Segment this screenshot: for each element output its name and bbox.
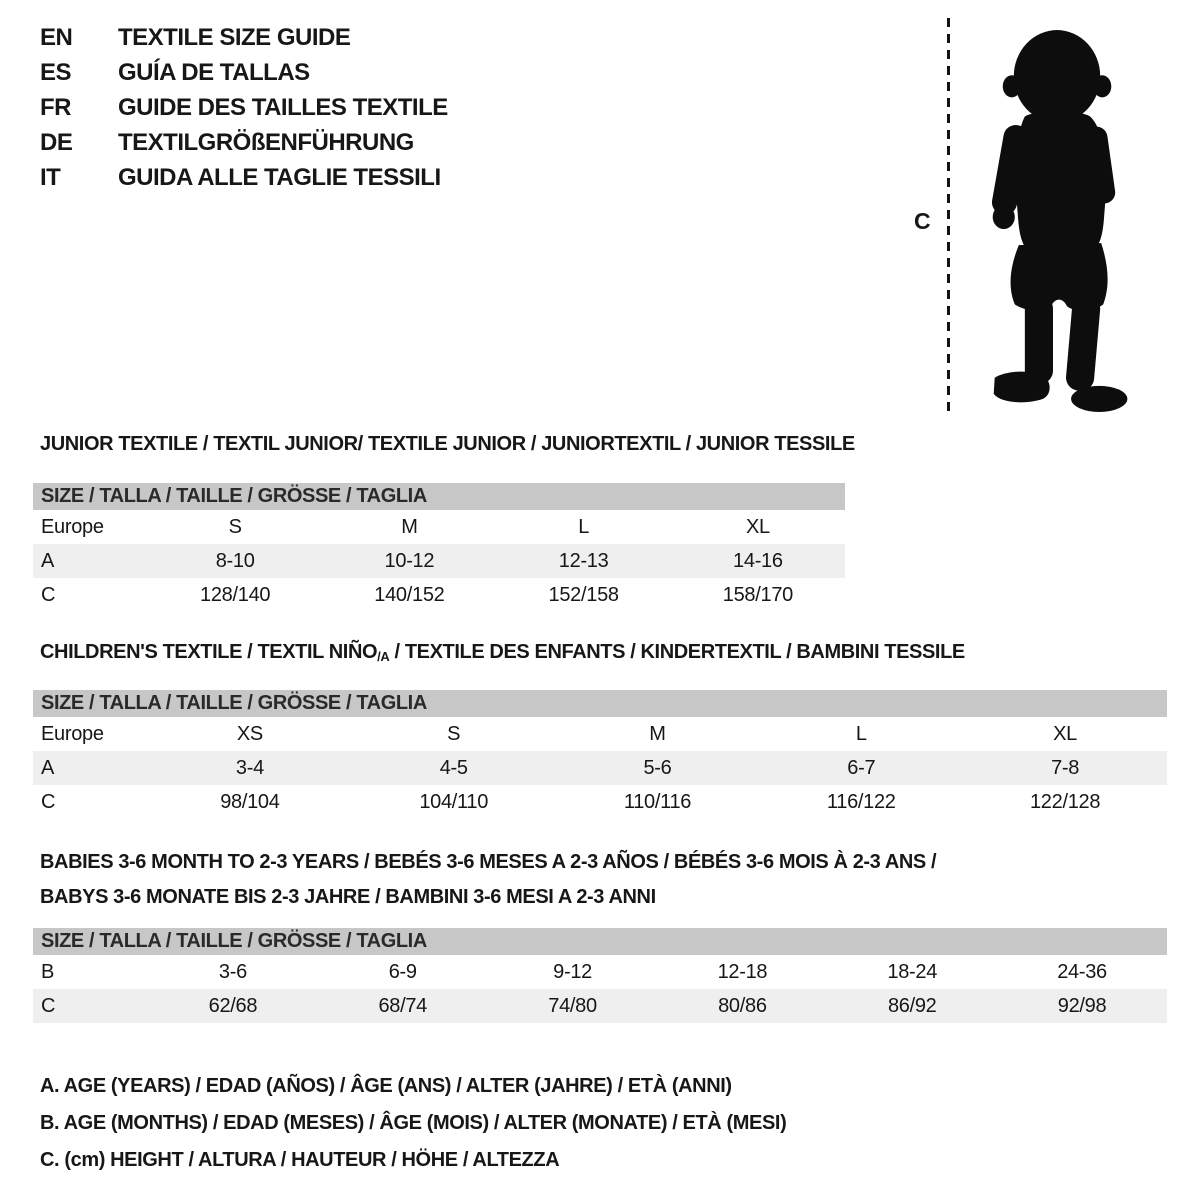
language-label: GUIDE DES TAILLES TEXTILE bbox=[118, 94, 448, 121]
section-title-children bbox=[40, 641, 965, 664]
language-row-es bbox=[40, 55, 448, 90]
table-row bbox=[33, 578, 845, 612]
measure-label-c: C bbox=[914, 208, 931, 234]
legend-line-c: C. (cm) HEIGHT / ALTURA / HAUTEUR / HÖHE / ALTEZZA bbox=[40, 1149, 560, 1171]
language-label: TEXTILE SIZE GUIDE bbox=[118, 24, 351, 51]
age-cell: 18-24 bbox=[887, 961, 938, 983]
height-cell: 158/170 bbox=[722, 584, 793, 606]
size-cell: XS bbox=[236, 723, 263, 745]
row-label: Europe bbox=[41, 723, 104, 745]
row-label: C bbox=[41, 791, 56, 813]
size-cell: L bbox=[578, 516, 590, 538]
language-list bbox=[40, 20, 448, 195]
age-cell: 4-5 bbox=[439, 757, 468, 779]
language-row-fr bbox=[40, 90, 448, 125]
size-cell: L bbox=[855, 723, 867, 745]
height-cell: 128/140 bbox=[200, 584, 271, 606]
age-cell: 12-13 bbox=[558, 550, 609, 572]
language-label: GUIDA ALLE TAGLIE TESSILI bbox=[118, 164, 441, 191]
legend-line-a: A. AGE (YEARS) / EDAD (AÑOS) / ÂGE (ANS) / ALTER (JAHRE) / ETÀ (ANNI) bbox=[40, 1075, 732, 1097]
age-cell: 9-12 bbox=[553, 961, 592, 983]
age-cell: 14-16 bbox=[733, 550, 783, 572]
children-size-table bbox=[33, 690, 1167, 819]
height-cell: 122/128 bbox=[1029, 791, 1101, 813]
language-code: EN bbox=[40, 24, 73, 51]
height-cell: 68/74 bbox=[378, 995, 428, 1017]
language-row-it bbox=[40, 160, 448, 195]
age-cell: 6-7 bbox=[847, 757, 876, 779]
height-cell: 62/68 bbox=[208, 995, 258, 1017]
section-title-text: / TEXTILE DES ENFANTS / KINDERTEXTIL / BAMBINI TESSILE bbox=[389, 641, 965, 663]
height-cell: 98/104 bbox=[220, 791, 280, 813]
age-cell: 8-10 bbox=[215, 550, 255, 572]
table-header: SIZE / TALLA / TAILLE / GRÖSSE / TAGLIA bbox=[33, 928, 1167, 955]
table-row bbox=[33, 785, 1167, 819]
age-cell: 10-12 bbox=[384, 550, 435, 572]
section-title-babies bbox=[40, 845, 936, 915]
table-row bbox=[33, 544, 845, 578]
height-cell: 92/98 bbox=[1057, 995, 1107, 1017]
language-label: GUÍA DE TALLAS bbox=[118, 59, 310, 86]
toddler-silhouette-icon bbox=[962, 18, 1148, 420]
section-title-junior: JUNIOR TEXTILE / TEXTIL JUNIOR/ TEXTILE JUNIOR / JUNIORTEXTIL / JUNIOR TESSILE bbox=[40, 433, 855, 455]
age-cell: 7-8 bbox=[1051, 757, 1080, 779]
language-code: FR bbox=[40, 94, 71, 121]
height-cell: 110/116 bbox=[623, 791, 692, 813]
table-row bbox=[33, 751, 1167, 785]
age-cell: 24-36 bbox=[1057, 961, 1107, 983]
language-label: TEXTILGRÖßENFÜHRUNG bbox=[118, 129, 414, 156]
measure-legend bbox=[40, 1068, 786, 1179]
age-cell: 5-6 bbox=[643, 757, 672, 779]
size-cell: S bbox=[447, 723, 461, 745]
height-measure-figure bbox=[900, 10, 1170, 430]
language-code: DE bbox=[40, 129, 73, 156]
height-cell: 86/92 bbox=[887, 995, 937, 1017]
size-cell: M bbox=[649, 723, 666, 745]
age-cell: 3-6 bbox=[218, 961, 247, 983]
language-code: ES bbox=[40, 59, 72, 86]
size-cell: XL bbox=[745, 516, 770, 538]
row-label: C bbox=[41, 995, 56, 1017]
section-title-subscript: /A bbox=[377, 649, 390, 664]
table-row bbox=[33, 717, 1167, 751]
height-cell: 74/80 bbox=[548, 995, 597, 1017]
row-label: Europe bbox=[41, 516, 104, 538]
table-header: SIZE / TALLA / TAILLE / GRÖSSE / TAGLIA bbox=[33, 483, 845, 510]
language-row-de bbox=[40, 125, 448, 160]
table-header: SIZE / TALLA / TAILLE / GRÖSSE / TAGLIA bbox=[33, 690, 1167, 717]
age-cell: 6-9 bbox=[388, 961, 417, 983]
row-label: B bbox=[41, 961, 55, 983]
height-cell: 80/86 bbox=[718, 995, 767, 1017]
table-row bbox=[33, 510, 845, 544]
table-row bbox=[33, 955, 1167, 989]
language-row-en bbox=[40, 20, 448, 55]
height-cell: 152/158 bbox=[548, 584, 619, 606]
size-cell: S bbox=[228, 516, 242, 538]
legend-line-b: B. AGE (MONTHS) / EDAD (MESES) / ÂGE (MOIS) / ALTER (MONATE) / ETÀ (MESI) bbox=[40, 1112, 787, 1134]
age-cell: 12-18 bbox=[717, 961, 768, 983]
height-cell: 116/122 bbox=[826, 791, 896, 813]
junior-size-table bbox=[33, 483, 845, 612]
height-measure-line bbox=[947, 18, 950, 418]
section-title-text: CHILDREN'S TEXTILE / TEXTIL NIÑO bbox=[40, 641, 378, 663]
row-label: A bbox=[41, 550, 55, 572]
language-code: IT bbox=[40, 164, 61, 191]
babies-size-table bbox=[33, 928, 1167, 1023]
section-title-line1: BABIES 3-6 MONTH TO 2-3 YEARS / BEBÉS 3-6 MESES A 2-3 AÑOS / BÉBÉS 3-6 MOIS À 2-3 ANS / bbox=[40, 851, 937, 873]
row-label: A bbox=[41, 757, 55, 779]
section-title-line2: BABYS 3-6 MONATE BIS 2-3 JAHRE / BAMBINI 3-6 MESI A 2-3 ANNI bbox=[40, 886, 656, 908]
size-cell: M bbox=[401, 516, 418, 538]
height-cell: 140/152 bbox=[374, 584, 445, 606]
table-row bbox=[33, 989, 1167, 1023]
age-cell: 3-4 bbox=[235, 757, 264, 779]
size-cell: XL bbox=[1053, 723, 1078, 745]
height-cell: 104/110 bbox=[419, 791, 489, 813]
row-label: C bbox=[41, 584, 56, 606]
